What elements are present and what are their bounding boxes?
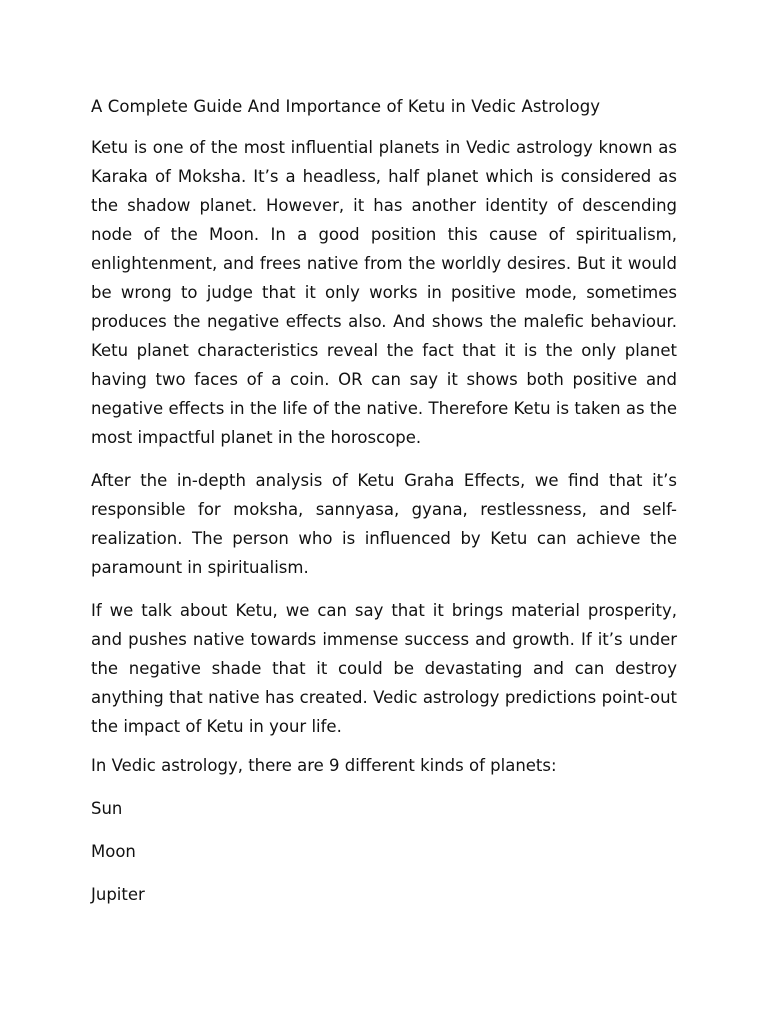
list-item-planet: Moon [91, 842, 136, 861]
document-title: A Complete Guide And Importance of Ketu in Vedic Astrology [91, 97, 601, 116]
list-item-planet: Sun [91, 799, 123, 818]
document-page [91, 96, 677, 927]
paragraph-intro: Ketu is one of the most influential planets in Vedic astrology known as Karaka of Moksha. It’s a headless, half planet which is considered as the shadow planet. However, it has another identity of descending node of the Moon. In a good position this cause of spiritualism, enlightenment, and frees native from the worldly desires. But it would be wrong to judge that it only works in positive mode, sometimes produces the negative effects also. And shows the malefic behaviour. Ketu planet characteristics reveal the fact that it is the only planet having two faces of a coin. OR can say it shows both positive and negative effects in the life of the native. Therefore Ketu is taken as the most impactful planet in the horoscope. [91, 138, 677, 447]
list-item-planet: Jupiter [91, 885, 145, 904]
paragraph-effects: If we talk about Ketu, we can say that it brings material prosperity, and pushes native towards immense success and growth. If it’s under the negative shade that it could be devastating and can destroy anything that native has created. Vedic astrology predictions point-out the impact of Ketu in your life. [91, 601, 677, 736]
paragraph-analysis: After the in-depth analysis of Ketu Graha Effects, we find that it’s responsible for moksha, sannyasa, gyana, restlessness, and self-realization. The person who is influenced by Ketu can achieve the paramount in spiritualism. [91, 471, 677, 577]
planets-list-intro: In Vedic astrology, there are 9 different kinds of planets: [91, 756, 557, 775]
planets-list [91, 798, 677, 906]
